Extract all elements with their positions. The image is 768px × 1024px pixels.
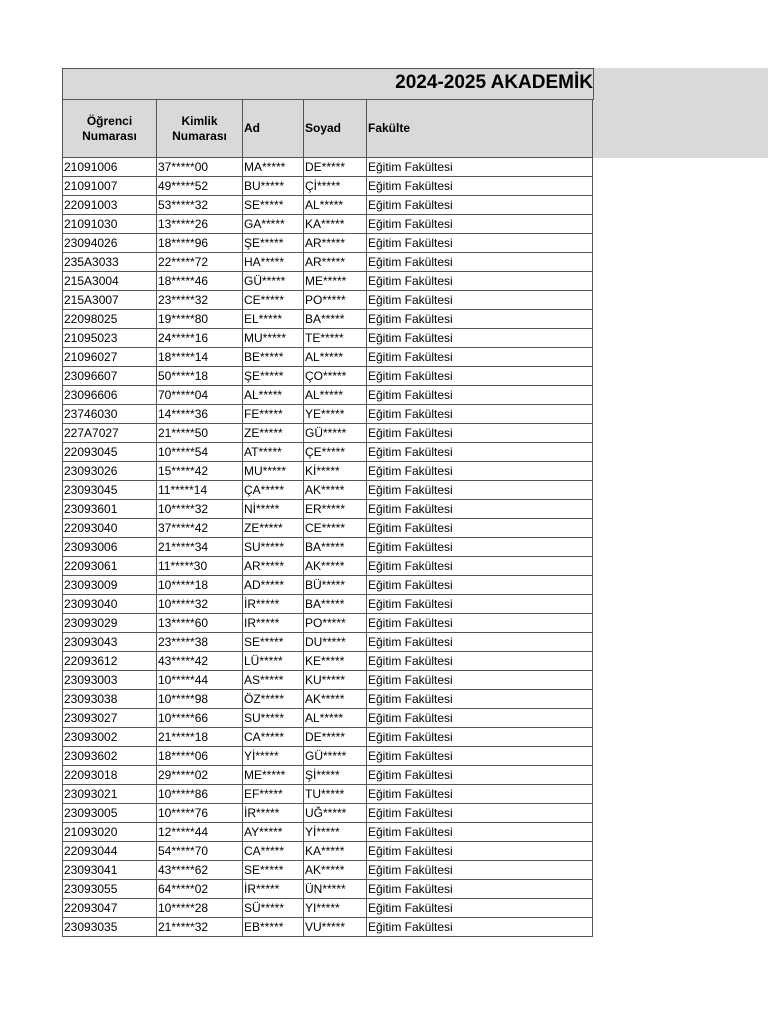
ad-cell: BU***** xyxy=(243,177,304,196)
fakulte-cell: Eğitim Fakültesi xyxy=(367,823,593,842)
header-kimlik-numarasi: Kimlik Numarası xyxy=(157,100,243,158)
ogrenci-numarasi-cell: 22093047 xyxy=(63,899,157,918)
fakulte-cell: Eğitim Fakültesi xyxy=(367,671,593,690)
header-ogrenci-numarasi: Öğrenci Numarası xyxy=(63,100,157,158)
ad-cell: CE***** xyxy=(243,291,304,310)
soyad-cell: Kİ***** xyxy=(304,462,367,481)
ogrenci-numarasi-cell: 22093040 xyxy=(63,519,157,538)
fakulte-cell: Eğitim Fakültesi xyxy=(367,861,593,880)
ogrenci-numarasi-cell: 22093061 xyxy=(63,557,157,576)
ogrenci-numarasi-cell: 22093018 xyxy=(63,766,157,785)
ad-cell: GA***** xyxy=(243,215,304,234)
ogrenci-numarasi-cell: 23093040 xyxy=(63,595,157,614)
table-row xyxy=(63,709,593,728)
fakulte-cell: Eğitim Fakültesi xyxy=(367,462,593,481)
fakulte-cell: Eğitim Fakültesi xyxy=(367,728,593,747)
fakulte-cell: Eğitim Fakültesi xyxy=(367,595,593,614)
ad-cell: ZE***** xyxy=(243,519,304,538)
soyad-cell: BA***** xyxy=(304,310,367,329)
fakulte-cell: Eğitim Fakültesi xyxy=(367,424,593,443)
ogrenci-numarasi-cell: 227A7027 xyxy=(63,424,157,443)
table-row xyxy=(63,177,593,196)
soyad-cell: ÇE***** xyxy=(304,443,367,462)
table-row xyxy=(63,576,593,595)
fakulte-cell: Eğitim Fakültesi xyxy=(367,785,593,804)
table-row xyxy=(63,899,593,918)
soyad-cell: CE***** xyxy=(304,519,367,538)
ad-cell: MU***** xyxy=(243,329,304,348)
ad-cell: AD***** xyxy=(243,576,304,595)
ogrenci-numarasi-cell: 215A3007 xyxy=(63,291,157,310)
table-row xyxy=(63,880,593,899)
sheet-title: 2024-2025 AKADEMİK xyxy=(395,72,593,93)
ogrenci-numarasi-cell: 22093044 xyxy=(63,842,157,861)
fakulte-cell: Eğitim Fakültesi xyxy=(367,880,593,899)
table-row xyxy=(63,861,593,880)
kimlik-numarasi-cell: 22*****72 xyxy=(157,253,243,272)
kimlik-numarasi-cell: 10*****32 xyxy=(157,595,243,614)
kimlik-numarasi-cell: 15*****42 xyxy=(157,462,243,481)
fakulte-cell: Eğitim Fakültesi xyxy=(367,519,593,538)
soyad-cell: GÜ***** xyxy=(304,424,367,443)
ogrenci-numarasi-cell: 23093003 xyxy=(63,671,157,690)
fakulte-cell: Eğitim Fakültesi xyxy=(367,158,593,177)
soyad-cell: KE***** xyxy=(304,652,367,671)
ad-cell: AT***** xyxy=(243,443,304,462)
soyad-cell: AK***** xyxy=(304,690,367,709)
ogrenci-numarasi-cell: 23093021 xyxy=(63,785,157,804)
soyad-cell: AL***** xyxy=(304,348,367,367)
fakulte-cell: Eğitim Fakültesi xyxy=(367,899,593,918)
soyad-cell: KA***** xyxy=(304,842,367,861)
fakulte-cell: Eğitim Fakültesi xyxy=(367,500,593,519)
fakulte-cell: Eğitim Fakültesi xyxy=(367,443,593,462)
kimlik-numarasi-cell: 11*****30 xyxy=(157,557,243,576)
ogrenci-numarasi-cell: 215A3004 xyxy=(63,272,157,291)
soyad-cell: ME***** xyxy=(304,272,367,291)
ad-cell: SE***** xyxy=(243,861,304,880)
fakulte-cell: Eğitim Fakültesi xyxy=(367,614,593,633)
soyad-cell: DE***** xyxy=(304,728,367,747)
soyad-cell: KU***** xyxy=(304,671,367,690)
student-table xyxy=(62,99,593,937)
ogrenci-numarasi-cell: 21095023 xyxy=(63,329,157,348)
ad-cell: SE***** xyxy=(243,196,304,215)
ogrenci-numarasi-cell: 23093041 xyxy=(63,861,157,880)
table-row xyxy=(63,500,593,519)
ad-cell: ME***** xyxy=(243,766,304,785)
ogrenci-numarasi-cell: 23093006 xyxy=(63,538,157,557)
ad-cell: HA***** xyxy=(243,253,304,272)
soyad-cell: DE***** xyxy=(304,158,367,177)
fakulte-cell: Eğitim Fakültesi xyxy=(367,310,593,329)
ad-cell: BE***** xyxy=(243,348,304,367)
table-row xyxy=(63,196,593,215)
fakulte-cell: Eğitim Fakültesi xyxy=(367,196,593,215)
kimlik-numarasi-cell: 21*****34 xyxy=(157,538,243,557)
fakulte-cell: Eğitim Fakültesi xyxy=(367,405,593,424)
ogrenci-numarasi-cell: 23093038 xyxy=(63,690,157,709)
table-row xyxy=(63,747,593,766)
kimlik-numarasi-cell: 18*****96 xyxy=(157,234,243,253)
soyad-cell: AL***** xyxy=(304,709,367,728)
ogrenci-numarasi-cell: 22098025 xyxy=(63,310,157,329)
kimlik-numarasi-cell: 43*****62 xyxy=(157,861,243,880)
table-row xyxy=(63,462,593,481)
table-row xyxy=(63,329,593,348)
ogrenci-numarasi-cell: 23093045 xyxy=(63,481,157,500)
ad-cell: Nİ***** xyxy=(243,500,304,519)
fakulte-cell: Eğitim Fakültesi xyxy=(367,633,593,652)
soyad-cell: ER***** xyxy=(304,500,367,519)
header-ad: Ad xyxy=(243,100,304,158)
soyad-cell: PO***** xyxy=(304,291,367,310)
ad-cell: AY***** xyxy=(243,823,304,842)
ogrenci-numarasi-cell: 23093002 xyxy=(63,728,157,747)
fakulte-cell: Eğitim Fakültesi xyxy=(367,386,593,405)
table-row xyxy=(63,652,593,671)
fakulte-cell: Eğitim Fakültesi xyxy=(367,652,593,671)
ogrenci-numarasi-cell: 23093043 xyxy=(63,633,157,652)
kimlik-numarasi-cell: 64*****02 xyxy=(157,880,243,899)
ad-cell: İR***** xyxy=(243,880,304,899)
ad-cell: FE***** xyxy=(243,405,304,424)
soyad-cell: AR***** xyxy=(304,234,367,253)
soyad-cell: ÜN***** xyxy=(304,880,367,899)
ogrenci-numarasi-cell: 23093029 xyxy=(63,614,157,633)
ogrenci-numarasi-cell: 23093026 xyxy=(63,462,157,481)
fakulte-cell: Eğitim Fakültesi xyxy=(367,709,593,728)
kimlik-numarasi-cell: 37*****42 xyxy=(157,519,243,538)
kimlik-numarasi-cell: 21*****18 xyxy=(157,728,243,747)
kimlik-numarasi-cell: 50*****18 xyxy=(157,367,243,386)
fakulte-cell: Eğitim Fakültesi xyxy=(367,766,593,785)
ogrenci-numarasi-cell: 23096607 xyxy=(63,367,157,386)
kimlik-numarasi-cell: 53*****32 xyxy=(157,196,243,215)
soyad-cell: AL***** xyxy=(304,386,367,405)
soyad-cell: BA***** xyxy=(304,595,367,614)
table-row xyxy=(63,842,593,861)
kimlik-numarasi-cell: 10*****18 xyxy=(157,576,243,595)
kimlik-numarasi-cell: 10*****44 xyxy=(157,671,243,690)
table-row xyxy=(63,823,593,842)
kimlik-numarasi-cell: 10*****54 xyxy=(157,443,243,462)
header-fakulte: Fakülte xyxy=(367,100,593,158)
fakulte-cell: Eğitim Fakültesi xyxy=(367,348,593,367)
kimlik-numarasi-cell: 10*****28 xyxy=(157,899,243,918)
soyad-cell: ÇO***** xyxy=(304,367,367,386)
kimlik-numarasi-cell: 12*****44 xyxy=(157,823,243,842)
title-cell xyxy=(62,68,594,100)
table-row xyxy=(63,614,593,633)
soyad-cell: AK***** xyxy=(304,861,367,880)
table-row xyxy=(63,424,593,443)
soyad-cell: YE***** xyxy=(304,405,367,424)
kimlik-numarasi-cell: 23*****32 xyxy=(157,291,243,310)
ad-cell: IR***** xyxy=(243,614,304,633)
fakulte-cell: Eğitim Fakültesi xyxy=(367,329,593,348)
ogrenci-numarasi-cell: 23094026 xyxy=(63,234,157,253)
soyad-cell: VU***** xyxy=(304,918,367,937)
ad-cell: EB***** xyxy=(243,918,304,937)
fakulte-cell: Eğitim Fakültesi xyxy=(367,291,593,310)
soyad-cell: UĞ***** xyxy=(304,804,367,823)
table-row xyxy=(63,272,593,291)
kimlik-numarasi-cell: 10*****86 xyxy=(157,785,243,804)
ogrenci-numarasi-cell: 21091006 xyxy=(63,158,157,177)
kimlik-numarasi-cell: 21*****50 xyxy=(157,424,243,443)
kimlik-numarasi-cell: 24*****16 xyxy=(157,329,243,348)
fakulte-cell: Eğitim Fakültesi xyxy=(367,747,593,766)
fakulte-cell: Eğitim Fakültesi xyxy=(367,690,593,709)
fakulte-cell: Eğitim Fakültesi xyxy=(367,538,593,557)
kimlik-numarasi-cell: 13*****26 xyxy=(157,215,243,234)
ad-cell: CA***** xyxy=(243,842,304,861)
ogrenci-numarasi-cell: 23093035 xyxy=(63,918,157,937)
fakulte-cell: Eğitim Fakültesi xyxy=(367,272,593,291)
soyad-cell: YI***** xyxy=(304,899,367,918)
kimlik-numarasi-cell: 10*****66 xyxy=(157,709,243,728)
kimlik-numarasi-cell: 19*****80 xyxy=(157,310,243,329)
ogrenci-numarasi-cell: 22093045 xyxy=(63,443,157,462)
table-row xyxy=(63,918,593,937)
kimlik-numarasi-cell: 29*****02 xyxy=(157,766,243,785)
ad-cell: Yİ***** xyxy=(243,747,304,766)
ad-cell: MA***** xyxy=(243,158,304,177)
soyad-cell: DU***** xyxy=(304,633,367,652)
table-row xyxy=(63,595,593,614)
kimlik-numarasi-cell: 11*****14 xyxy=(157,481,243,500)
soyad-cell: KA***** xyxy=(304,215,367,234)
fakulte-cell: Eğitim Fakültesi xyxy=(367,557,593,576)
fakulte-cell: Eğitim Fakültesi xyxy=(367,481,593,500)
ad-cell: SU***** xyxy=(243,538,304,557)
ogrenci-numarasi-cell: 21091007 xyxy=(63,177,157,196)
ad-cell: EL***** xyxy=(243,310,304,329)
ad-cell: GÜ***** xyxy=(243,272,304,291)
table-row xyxy=(63,538,593,557)
kimlik-numarasi-cell: 54*****70 xyxy=(157,842,243,861)
ad-cell: AR***** xyxy=(243,557,304,576)
kimlik-numarasi-cell: 10*****76 xyxy=(157,804,243,823)
kimlik-numarasi-cell: 23*****38 xyxy=(157,633,243,652)
ad-cell: İR***** xyxy=(243,595,304,614)
ogrenci-numarasi-cell: 23093009 xyxy=(63,576,157,595)
soyad-cell: GÜ***** xyxy=(304,747,367,766)
table-row xyxy=(63,348,593,367)
ad-cell: ŞE***** xyxy=(243,234,304,253)
ogrenci-numarasi-cell: 235A3033 xyxy=(63,253,157,272)
table-row xyxy=(63,557,593,576)
table-row xyxy=(63,633,593,652)
ogrenci-numarasi-cell: 23093055 xyxy=(63,880,157,899)
fakulte-cell: Eğitim Fakültesi xyxy=(367,842,593,861)
ad-cell: ÇA***** xyxy=(243,481,304,500)
ogrenci-numarasi-cell: 21093020 xyxy=(63,823,157,842)
kimlik-numarasi-cell: 43*****42 xyxy=(157,652,243,671)
table-row xyxy=(63,519,593,538)
table-row xyxy=(63,310,593,329)
soyad-cell: TE***** xyxy=(304,329,367,348)
soyad-cell: Yİ***** xyxy=(304,823,367,842)
soyad-cell: Çİ***** xyxy=(304,177,367,196)
table-row xyxy=(63,690,593,709)
ad-cell: ÖZ***** xyxy=(243,690,304,709)
table-row xyxy=(63,671,593,690)
table-row xyxy=(63,291,593,310)
kimlik-numarasi-cell: 14*****36 xyxy=(157,405,243,424)
soyad-cell: PO***** xyxy=(304,614,367,633)
soyad-cell: AL***** xyxy=(304,196,367,215)
soyad-cell: AK***** xyxy=(304,481,367,500)
table-row xyxy=(63,405,593,424)
table-row xyxy=(63,234,593,253)
soyad-cell: BÜ***** xyxy=(304,576,367,595)
table-row xyxy=(63,443,593,462)
table-row xyxy=(63,785,593,804)
kimlik-numarasi-cell: 13*****60 xyxy=(157,614,243,633)
ogrenci-numarasi-cell: 23093601 xyxy=(63,500,157,519)
table-row xyxy=(63,386,593,405)
ogrenci-numarasi-cell: 22093612 xyxy=(63,652,157,671)
fakulte-cell: Eğitim Fakültesi xyxy=(367,918,593,937)
ad-cell: ZE***** xyxy=(243,424,304,443)
table-row xyxy=(63,481,593,500)
soyad-cell: TU***** xyxy=(304,785,367,804)
kimlik-numarasi-cell: 37*****00 xyxy=(157,158,243,177)
ad-cell: SE***** xyxy=(243,633,304,652)
soyad-cell: BA***** xyxy=(304,538,367,557)
kimlik-numarasi-cell: 10*****32 xyxy=(157,500,243,519)
table-row xyxy=(63,215,593,234)
table-row xyxy=(63,367,593,386)
ogrenci-numarasi-cell: 23093602 xyxy=(63,747,157,766)
table-row xyxy=(63,158,593,177)
ad-cell: SÜ***** xyxy=(243,899,304,918)
ad-cell: SU***** xyxy=(243,709,304,728)
ad-cell: MU***** xyxy=(243,462,304,481)
ogrenci-numarasi-cell: 23093005 xyxy=(63,804,157,823)
fakulte-cell: Eğitim Fakültesi xyxy=(367,367,593,386)
ad-cell: AS***** xyxy=(243,671,304,690)
soyad-cell: Şİ***** xyxy=(304,766,367,785)
ad-cell: LÜ***** xyxy=(243,652,304,671)
header-row xyxy=(63,100,593,158)
ad-cell: CA***** xyxy=(243,728,304,747)
ad-cell: ŞE***** xyxy=(243,367,304,386)
kimlik-numarasi-cell: 18*****14 xyxy=(157,348,243,367)
soyad-cell: AK***** xyxy=(304,557,367,576)
fakulte-cell: Eğitim Fakültesi xyxy=(367,804,593,823)
ogrenci-numarasi-cell: 23093027 xyxy=(63,709,157,728)
soyad-cell: AR***** xyxy=(304,253,367,272)
ad-cell: EF***** xyxy=(243,785,304,804)
kimlik-numarasi-cell: 18*****06 xyxy=(157,747,243,766)
ogrenci-numarasi-cell: 23746030 xyxy=(63,405,157,424)
kimlik-numarasi-cell: 18*****46 xyxy=(157,272,243,291)
ogrenci-numarasi-cell: 21096027 xyxy=(63,348,157,367)
kimlik-numarasi-cell: 21*****32 xyxy=(157,918,243,937)
kimlik-numarasi-cell: 70*****04 xyxy=(157,386,243,405)
ogrenci-numarasi-cell: 22091003 xyxy=(63,196,157,215)
table-row xyxy=(63,804,593,823)
table-row xyxy=(63,766,593,785)
table-row xyxy=(63,253,593,272)
kimlik-numarasi-cell: 49*****52 xyxy=(157,177,243,196)
ad-cell: İR***** xyxy=(243,804,304,823)
fakulte-cell: Eğitim Fakültesi xyxy=(367,253,593,272)
table-row xyxy=(63,728,593,747)
fakulte-cell: Eğitim Fakültesi xyxy=(367,234,593,253)
fakulte-cell: Eğitim Fakültesi xyxy=(367,576,593,595)
ogrenci-numarasi-cell: 21091030 xyxy=(63,215,157,234)
ogrenci-numarasi-cell: 23096606 xyxy=(63,386,157,405)
kimlik-numarasi-cell: 10*****98 xyxy=(157,690,243,709)
header-soyad: Soyad xyxy=(304,100,367,158)
fakulte-cell: Eğitim Fakültesi xyxy=(367,215,593,234)
ad-cell: AL***** xyxy=(243,386,304,405)
fakulte-cell: Eğitim Fakültesi xyxy=(367,177,593,196)
